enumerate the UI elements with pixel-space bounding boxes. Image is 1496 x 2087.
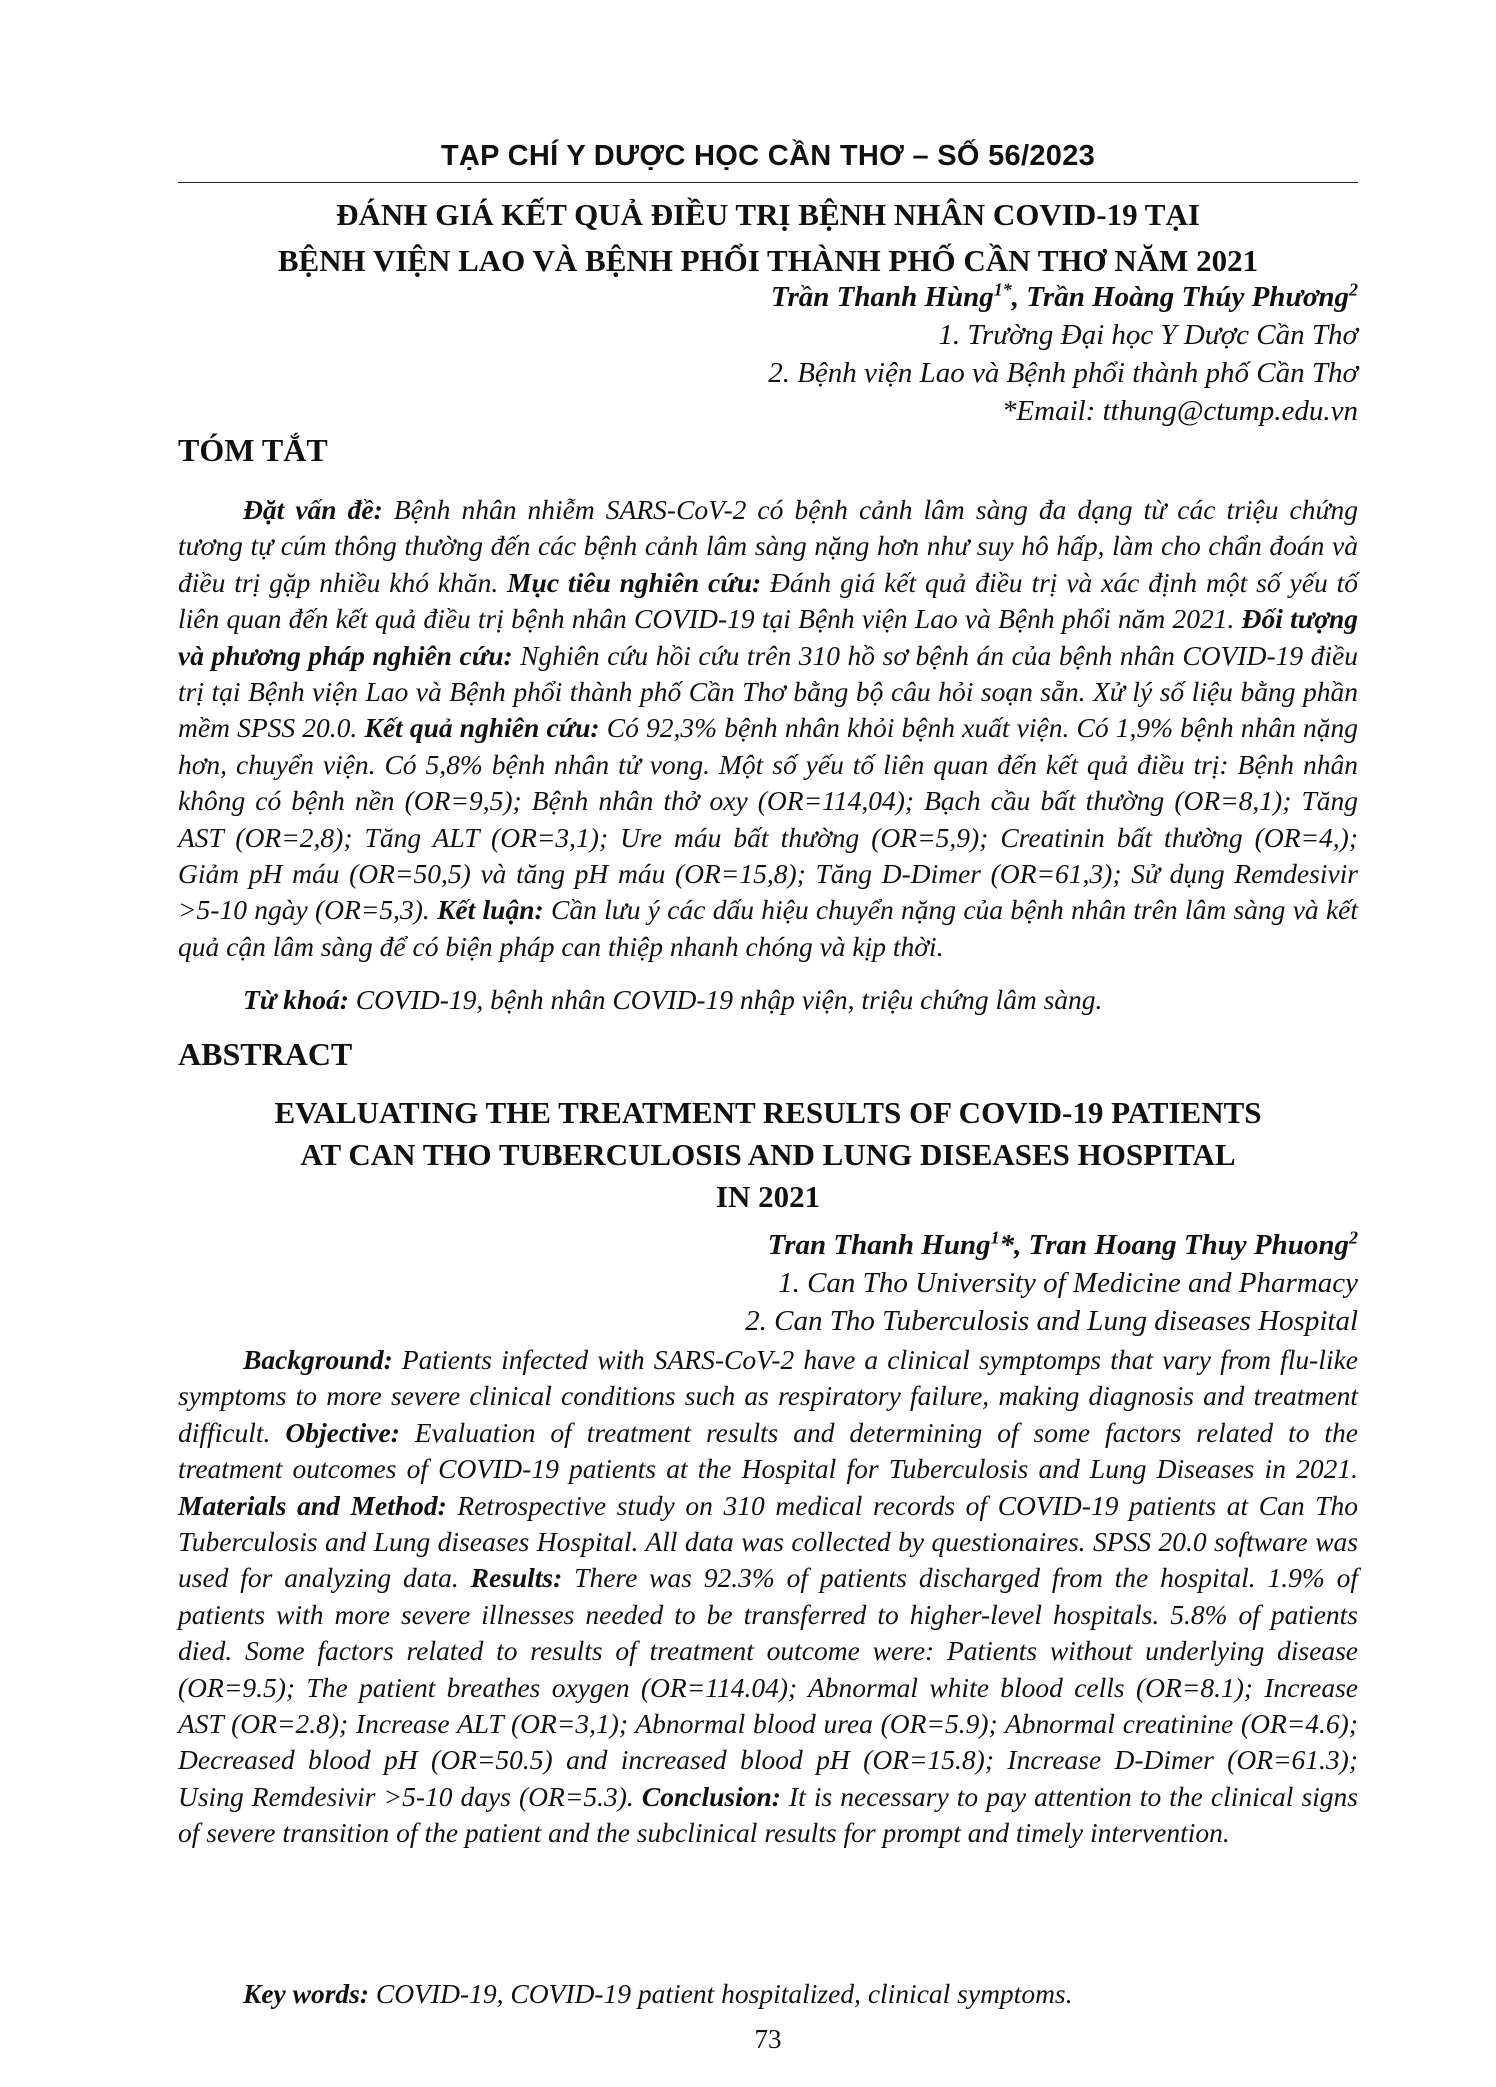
title-vi-line-1: ĐÁNH GIÁ KẾT QUẢ ĐIỀU TRỊ BỆNH NHÂN COVID-19 TẠI <box>336 197 1200 232</box>
affiliation-2-en: 2. Can Tho Tuberculosis and Lung diseases Hospital <box>745 1305 1358 1337</box>
author-separator-en: , <box>1014 1229 1029 1261</box>
label-results-en: Results: <box>470 1562 563 1594</box>
label-method-vi: Đối tượng và phương pháp nghiên cứu: <box>178 603 1358 671</box>
abstract-en-paragraph: Background: Patients infected with SARS-CoV-2 have a clinical symptomps that vary from flu-like symptoms to more severe clinical conditions such as respiratory failure, making diagnosis and treatment difficult. Objective: Evaluation of treatment results and determining of some factors related to the treatment outcomes of COVID-19 patients at the Hospital for Tuberculosis and Lung Diseases in 2021. Materials and Method: Retrospective study on 310 medical records of COVID-19 patients at Can Tho Tuberculosis and Lung diseases Hospital. All data was collected by questionaires. SPSS 20.0 software was used for analyzing data. Results: There was 92.3% of patients discharged from the hospital. 1.9% of patients with more severe illnesses needed to be transferred to higher-level hospitals. 5.8% of patients died. Some factors related to results of treatment outcome were: Patients without underlying disease (OR=9.5); The patient breathes oxygen (OR=114.04); Abnormal white blood cells (OR=8.1); Increase AST (OR=2.8); Increase ALT (OR=3,1); Abnormal blood urea (OR=5.9); Abnormal creatinine (OR=4.6); Decreased blood pH (OR=50.5) and increased blood pH (OR=15.8); Increase D-Dimer (OR=61.3); Using Remdesivir >5-10 days (OR=5.3). Conclusion: It is necessary to pay attention to the clinical signs of severe transition of the patient and the subclinical results for prompt and timely intervention. <box>178 1344 1358 1849</box>
title-en-line-1: EVALUATING THE TREATMENT RESULTS OF COVID-19 PATIENTS <box>274 1095 1262 1130</box>
keywords-en: Key words: COVID-19, COVID-19 patient hospitalized, clinical symptoms. <box>243 1978 1073 2009</box>
affiliation-1-vi: 1. Trường Đại học Y Dược Cần Thơ <box>938 319 1358 351</box>
abstract-en <box>178 1342 1358 1852</box>
author-2-en: Tran Hoang Thuy Phuong <box>1028 1229 1350 1261</box>
page-number: 73 <box>754 2024 782 2054</box>
label-conclusion-vi: Kết luận: <box>437 894 544 926</box>
email: *Email: tthung@ctump.edu.vn <box>1001 395 1358 427</box>
author-block-vi <box>500 278 1358 430</box>
header-rule <box>178 182 1358 183</box>
abstract-vi <box>178 492 1358 965</box>
label-objective-vi: Mục tiêu nghiên cứu: <box>507 566 762 598</box>
journal-header: TẠP CHÍ Y DƯỢC HỌC CẦN THƠ – SỐ 56/2023 <box>440 140 1096 172</box>
label-conclusion-en: Conclusion: <box>641 1780 781 1812</box>
section-heading-tom-tat: TÓM TẮT <box>178 432 328 468</box>
keywords-label-vi: Từ khoá: <box>243 984 349 1015</box>
label-background-vi: Đặt vấn đề: <box>243 494 383 525</box>
section-heading-abstract: ABSTRACT <box>178 1036 353 1072</box>
author-1-sup: 1* <box>993 279 1012 300</box>
label-background-en: Background: <box>243 1344 393 1375</box>
label-method-en: Materials and Method: <box>178 1489 447 1521</box>
label-objective-en: Objective: <box>285 1416 400 1448</box>
author-1-en-sup: 1 <box>990 1227 1000 1248</box>
title-en-line-3: IN 2021 <box>715 1179 821 1214</box>
keywords-label-en: Key words: <box>243 1978 370 2009</box>
affiliation-1-en: 1. Can Tho University of Medicine and Pharmacy <box>778 1267 1358 1299</box>
authors-en <box>500 1226 1358 1264</box>
author-2-en-sup: 2 <box>1349 1227 1358 1248</box>
author-2: Trần Hoàng Thúy Phương <box>1026 281 1350 313</box>
abstract-vi-paragraph: Đặt vấn đề: Bệnh nhân nhiễm SARS-CoV-2 có bệnh cảnh lâm sàng đa dạng từ các triệu chứng tương tự cúm thông thường đến các bệnh cảnh lâm sàng nặng hơn như suy hô hấp, làm cho chẩn đoán và điều trị gặp nhiều khó khăn. Mục tiêu nghiên cứu: Đánh giá kết quả điều trị và xác định một số yếu tố liên quan đến kết quả điều trị bệnh nhân COVID-19 tại Bệnh viện Lao và Bệnh phổi năm 2021. Đối tượng và phương pháp nghiên cứu: Nghiên cứu hồi cứu trên 310 hồ sơ bệnh án của bệnh nhân COVID-19 điều trị tại Bệnh viện Lao và Bệnh phổi thành phố Cần Thơ bằng bộ câu hỏi soạn sẵn. Xử lý số liệu bằng phần mềm SPSS 20.0. Kết quả nghiên cứu: Có 92,3% bệnh nhân khỏi bệnh xuất viện. Có 1,9% bệnh nhân nặng hơn, chuyển viện. Có 5,8% bệnh nhân tử vong. Một số yếu tố liên quan đến kết quả điều trị: Bệnh nhân không có bệnh nền (OR=9,5); Bệnh nhân thở oxy (OR=114,04); Bạch cầu bất thường (OR=8,1); Tăng AST (OR=2,8); Tăng ALT (OR=3,1); Ure máu bất thường (OR=5,9); Creatinin bất thường (OR=4,); Giảm pH máu (OR=50,5) và tăng pH máu (OR=15,8); Tăng D-Dimer (OR=61,3); Sử dụng Remdesivir >5-10 ngày (OR=5,3). Kết luận: Cần lưu ý các dấu hiệu chuyển nặng của bệnh nhân trên lâm sàng và kết quả cận lâm sàng để có biện pháp can thiệp nhanh chóng và kịp thời. <box>178 494 1359 962</box>
author-1-en: Tran Thanh Hung <box>767 1229 991 1261</box>
title-english <box>178 1092 1358 1218</box>
title-vi-line-2: BỆNH VIỆN LAO VÀ BỆNH PHỔI THÀNH PHỐ CẦN THƠ NĂM 2021 <box>277 243 1259 278</box>
keywords-vi: Từ khoá: COVID-19, bệnh nhân COVID-19 nhập viện, triệu chứng lâm sàng. <box>243 984 1103 1015</box>
affiliation-2-vi: 2. Bệnh viện Lao và Bệnh phổi thành phố Cần Thơ <box>768 357 1358 389</box>
title-en-line-2: AT CAN THO TUBERCULOSIS AND LUNG DISEASES HOSPITAL <box>300 1137 1236 1172</box>
author-block-en <box>500 1226 1358 1340</box>
label-results-vi: Kết quả nghiên cứu: <box>364 712 600 744</box>
author-2-sup: 2 <box>1349 279 1358 300</box>
author-separator: , <box>1011 281 1027 313</box>
author-1-en-star: * <box>999 1229 1015 1261</box>
title-vietnamese <box>178 192 1358 284</box>
author-1: Trần Thanh Hùng <box>770 281 994 313</box>
authors-vi <box>500 278 1358 316</box>
